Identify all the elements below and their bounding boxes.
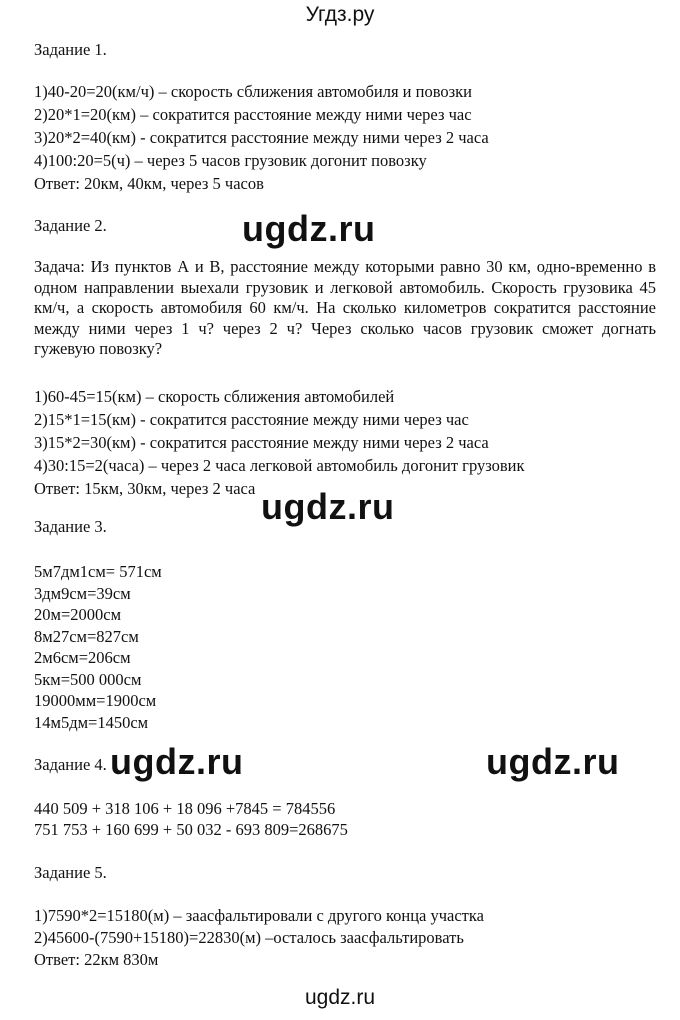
task2-line-2: 2)15*1=15(км) - сократится расстояние между ними через час [34, 410, 469, 429]
task3-line-4: 8м27см=827см [34, 627, 139, 646]
task2-title: Задание 2. [34, 216, 107, 235]
task4-line-1: 440 509 + 318 106 + 18 096 +7845 = 784556 [34, 799, 336, 818]
task5-answer: Ответ: 22км 830м [34, 950, 159, 969]
task5-line-1: 1)7590*2=15180(м) – заасфальтировали с другого конца участка [34, 906, 484, 925]
task3-line-8: 14м5дм=1450см [34, 713, 149, 732]
task2-line-3: 3)15*2=30(км) - сократится расстояние между ними через 2 часа [34, 433, 489, 452]
task2-answer: Ответ: 15км, 30км, через 2 часа [34, 479, 256, 498]
task1-line-2: 2)20*1=20(км) – сократится расстояние между ними через час [34, 105, 472, 124]
task1-answer: Ответ: 20км, 40км, через 5 часов [34, 174, 264, 193]
task4-title: Задание 4. [34, 755, 107, 774]
task2-problem: Задача: Из пунктов А и В, расстояние между которыми равно 30 км, одно-временно в одном направлении выехали грузовик и легковой автомобиль. Скорость грузовика 45 км/ч, а скорость автомобиля 60 км/ч. На сколько километров сократится расстояние между ними через 1 ч? через 2 ч? Через сколько часов грузовик сможет догнать гужевую повозку? [34, 257, 656, 358]
watermark-3: ugdz.ru [110, 741, 244, 782]
site-header-title: Угдз.ру [305, 3, 375, 26]
task3-line-1: 5м7дм1см= 571см [34, 562, 162, 581]
task1-line-4: 4)100:20=5(ч) – через 5 часов грузовик догонит повозку [34, 151, 427, 170]
task2-line-1: 1)60-45=15(км) – скорость сближения автомобилей [34, 387, 395, 406]
task1-title: Задание 1. [34, 40, 107, 59]
task3-line-2: 3дм9см=39см [34, 584, 131, 603]
task3-line-6: 5км=500 000см [34, 670, 142, 689]
task5-line-2: 2)45600-(7590+15180)=22830(м) –осталось заасфальтировать [34, 928, 464, 947]
task2-line-4: 4)30:15=2(часа) – через 2 часа легковой автомобиль догонит грузовик [34, 456, 525, 475]
task3-line-7: 19000мм=1900см [34, 691, 157, 710]
task4-line-2: 751 753 + 160 699 + 50 032 - 693 809=268675 [34, 820, 348, 839]
watermark-2: ugdz.ru [261, 486, 395, 527]
task5-title: Задание 5. [34, 863, 107, 882]
watermark-4: ugdz.ru [486, 741, 620, 782]
task3-title: Задание 3. [34, 517, 107, 536]
task1-line-3: 3)20*2=40(км) - сократится расстояние между ними через 2 часа [34, 128, 489, 147]
site-footer-title: ugdz.ru [304, 986, 376, 1009]
task3-line-5: 2м6см=206см [34, 648, 131, 667]
task1-line-1: 1)40-20=20(км/ч) – скорость сближения автомобиля и повозки [34, 82, 472, 101]
watermark-1: ugdz.ru [242, 208, 376, 249]
task3-line-3: 20м=2000см [34, 605, 122, 624]
